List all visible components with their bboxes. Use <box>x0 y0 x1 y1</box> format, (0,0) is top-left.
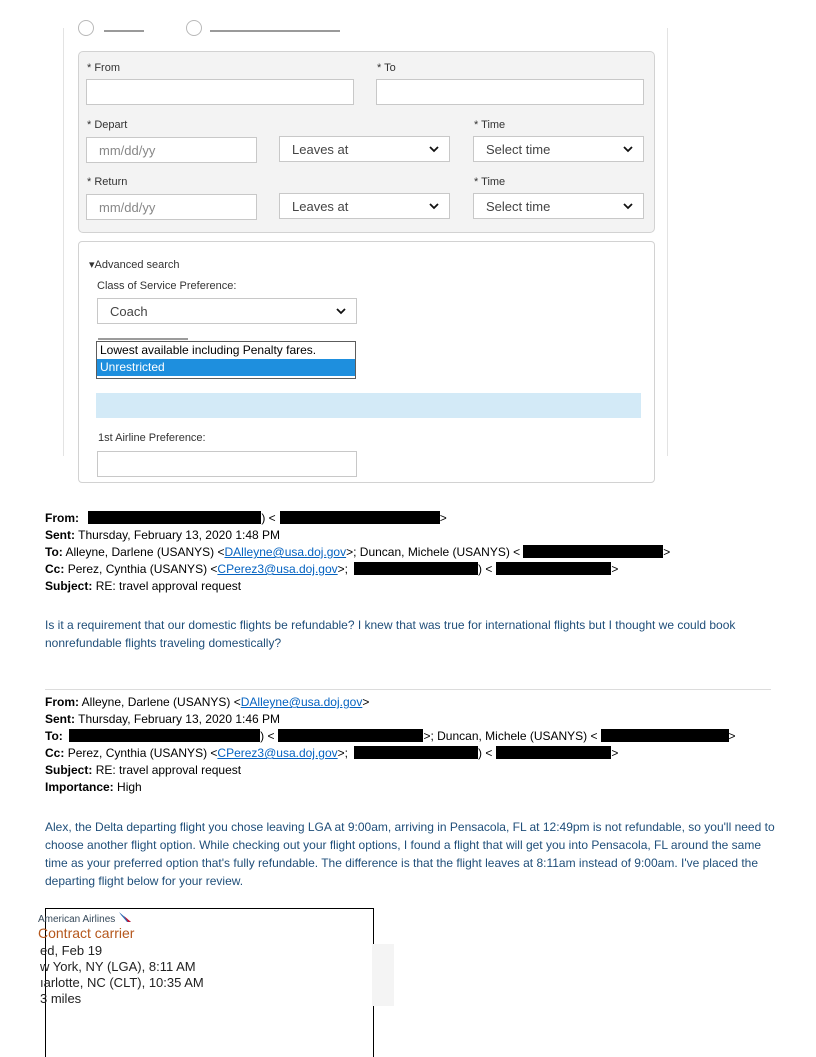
email2-to-label: To: <box>45 729 63 743</box>
american-airlines-logo <box>38 911 132 925</box>
redaction-bar <box>523 545 663 558</box>
airline-logo-text: American Airlines <box>38 914 116 925</box>
chevron-down-icon <box>429 145 439 153</box>
snippet-shadow <box>372 944 394 1006</box>
email2-cc-value-2: >; <box>337 746 348 760</box>
email2-importance-value: High <box>117 780 142 794</box>
email2-body: Alex, the Delta departing flight you chose leaving LGA at 9:00am, arriving in Pensacola, FL at 12:49pm is not refundable, so you'll need to choose another flight option. While checking out your flight options, I found a flight that will get you into Pensacola, FL around the same time as your preferred option that's fully refundable. The difference is that the flight leaves at 8:11am instead of 9:00am. I've placed the departing flight below for your review. <box>45 820 775 888</box>
return-time-label: * Time <box>474 176 506 188</box>
advanced-search-toggle[interactable]: ▾Advanced search <box>89 259 180 271</box>
redaction-bar <box>496 562 611 575</box>
class-of-service-value: Coach <box>110 304 148 319</box>
depart-time-select[interactable] <box>473 136 644 162</box>
email2-to-value-mid: >; Duncan, Michele (USANYS) < <box>423 729 598 743</box>
redaction-bar <box>354 746 478 759</box>
email2-importance-label: Importance: <box>45 780 114 794</box>
chevron-down-icon <box>623 202 633 210</box>
email2-cc-link[interactable]: CPerez3@usa.doj.gov <box>217 746 338 760</box>
email1-from-sep: ) < <box>261 511 276 525</box>
flight-symbol-icon <box>118 911 132 923</box>
radio-label-fragment <box>210 30 340 32</box>
to-label: * To <box>377 62 396 74</box>
email1-sent-line <box>45 527 280 544</box>
email1-to-value-1: Alleyne, Darlene (USANYS) < <box>65 545 225 559</box>
email-divider <box>45 689 771 690</box>
email1-cc-label: Cc: <box>45 562 65 576</box>
redaction-bar <box>88 511 261 524</box>
airline-preference-input[interactable] <box>97 451 357 477</box>
depart-date-input[interactable]: mm/dd/yy <box>86 137 257 163</box>
depart-time-value: Select time <box>486 142 551 157</box>
email2-cc-label: Cc: <box>45 746 65 760</box>
email1-from-line <box>45 510 447 527</box>
email1-cc-value-1: Perez, Cynthia (USANYS) < <box>67 562 218 576</box>
email2-from-link[interactable]: DAlleyne@usa.doj.gov <box>240 695 363 709</box>
email2-from-value-2: > <box>362 695 370 709</box>
email1-to-link[interactable]: DAlleyne@usa.doj.gov <box>224 545 347 559</box>
email2-to-line <box>45 728 736 745</box>
email2-subject-label: Subject: <box>45 763 93 777</box>
email1-from-label: From: <box>45 511 79 525</box>
return-time-value: Select time <box>486 199 551 214</box>
redaction-bar <box>278 729 423 742</box>
email2-sent-value: Thursday, February 13, 2020 1:46 PM <box>78 712 281 726</box>
email1-to-label: To: <box>45 545 63 559</box>
flight-date: ed, Feb 19 <box>40 943 103 958</box>
email1-sent-value: Thursday, February 13, 2020 1:48 PM <box>78 528 281 542</box>
email2-to-gt: > <box>728 729 736 743</box>
email2-subject-value: RE: travel approval request <box>95 763 242 777</box>
email1-cc-value-2: >; <box>337 562 348 576</box>
class-of-service-label: Class of Service Preference: <box>97 280 237 292</box>
redaction-bar <box>496 746 611 759</box>
email1-cc-sep: ) < <box>478 562 493 576</box>
depart-leaves-select[interactable] <box>279 136 450 162</box>
email1-to-value-2: >; Duncan, Michele (USANYS) < <box>346 545 521 559</box>
depart-time-label: * Time <box>474 119 506 131</box>
fare-option-lowest[interactable]: Lowest available including Penalty fares. <box>100 343 317 357</box>
email2-to-sep: ) < <box>260 729 275 743</box>
email1-subject-value: RE: travel approval request <box>95 579 242 593</box>
email2-from-line <box>45 694 369 711</box>
email1-sent-label: Sent: <box>45 528 75 542</box>
radio-label-fragment <box>104 30 144 32</box>
from-input[interactable] <box>86 79 354 105</box>
email1-to-gt: > <box>663 545 671 559</box>
email1-subject-label: Subject: <box>45 579 93 593</box>
from-label: * From <box>87 62 120 74</box>
redaction-bar <box>280 511 440 524</box>
email1-from-gt: > <box>439 511 447 525</box>
return-date-input[interactable]: mm/dd/yy <box>86 194 257 220</box>
email1-subject-line <box>45 578 241 595</box>
return-time-select[interactable] <box>473 193 644 219</box>
flight-distance: 3 miles <box>40 991 82 1006</box>
email2-sent-label: Sent: <box>45 712 75 726</box>
email2-sent-line <box>45 711 280 728</box>
flight-departure: w York, NY (LGA), 8:11 AM <box>40 959 196 974</box>
contract-carrier-label: Contract carrier <box>38 925 135 941</box>
email2-importance-line <box>45 779 142 796</box>
depart-label: * Depart <box>87 119 128 131</box>
chevron-down-icon <box>336 307 346 315</box>
chevron-down-icon <box>429 202 439 210</box>
flight-snippet <box>38 908 374 1057</box>
flight-arrival: ıarlotte, NC (CLT), 10:35 AM <box>40 975 204 990</box>
email2-from-label: From: <box>45 695 79 709</box>
airline-preference-label: 1st Airline Preference: <box>98 432 206 444</box>
trip-type-radio[interactable] <box>186 20 202 36</box>
email1-cc-line <box>45 561 618 578</box>
trip-type-radio[interactable] <box>78 20 94 36</box>
redaction-bar <box>601 729 729 742</box>
return-leaves-value: Leaves at <box>292 199 349 214</box>
email2-cc-sep: ) < <box>478 746 493 760</box>
email2-from-value-1: Alleyne, Darlene (USANYS) < <box>81 695 241 709</box>
fare-type-label-fragment <box>98 334 198 340</box>
return-label: * Return <box>87 176 128 188</box>
redaction-bar <box>354 562 478 575</box>
email1-cc-gt: > <box>611 562 619 576</box>
return-leaves-select[interactable] <box>279 193 450 219</box>
fare-type-dropdown[interactable] <box>96 341 356 379</box>
to-input[interactable] <box>376 79 644 105</box>
email1-cc-link[interactable]: CPerez3@usa.doj.gov <box>217 562 338 576</box>
highlight-band <box>96 393 641 418</box>
redaction-bar <box>69 729 260 742</box>
booking-form-screenshot <box>63 28 668 456</box>
email2-cc-gt: > <box>611 746 619 760</box>
fare-option-unrestricted[interactable]: Unrestricted <box>97 359 355 376</box>
chevron-down-icon <box>623 145 633 153</box>
email1-to-line <box>45 544 670 561</box>
email2-cc-line <box>45 745 618 762</box>
email1-body: Is it a requirement that our domestic flights be refundable? I knew that was true for international flights but I thought we could book nonrefundable flights traveling domestically? <box>45 618 736 650</box>
email2-cc-value-1: Perez, Cynthia (USANYS) < <box>67 746 218 760</box>
email2-subject-line <box>45 762 241 779</box>
depart-leaves-value: Leaves at <box>292 142 349 157</box>
class-of-service-select[interactable] <box>97 298 357 324</box>
